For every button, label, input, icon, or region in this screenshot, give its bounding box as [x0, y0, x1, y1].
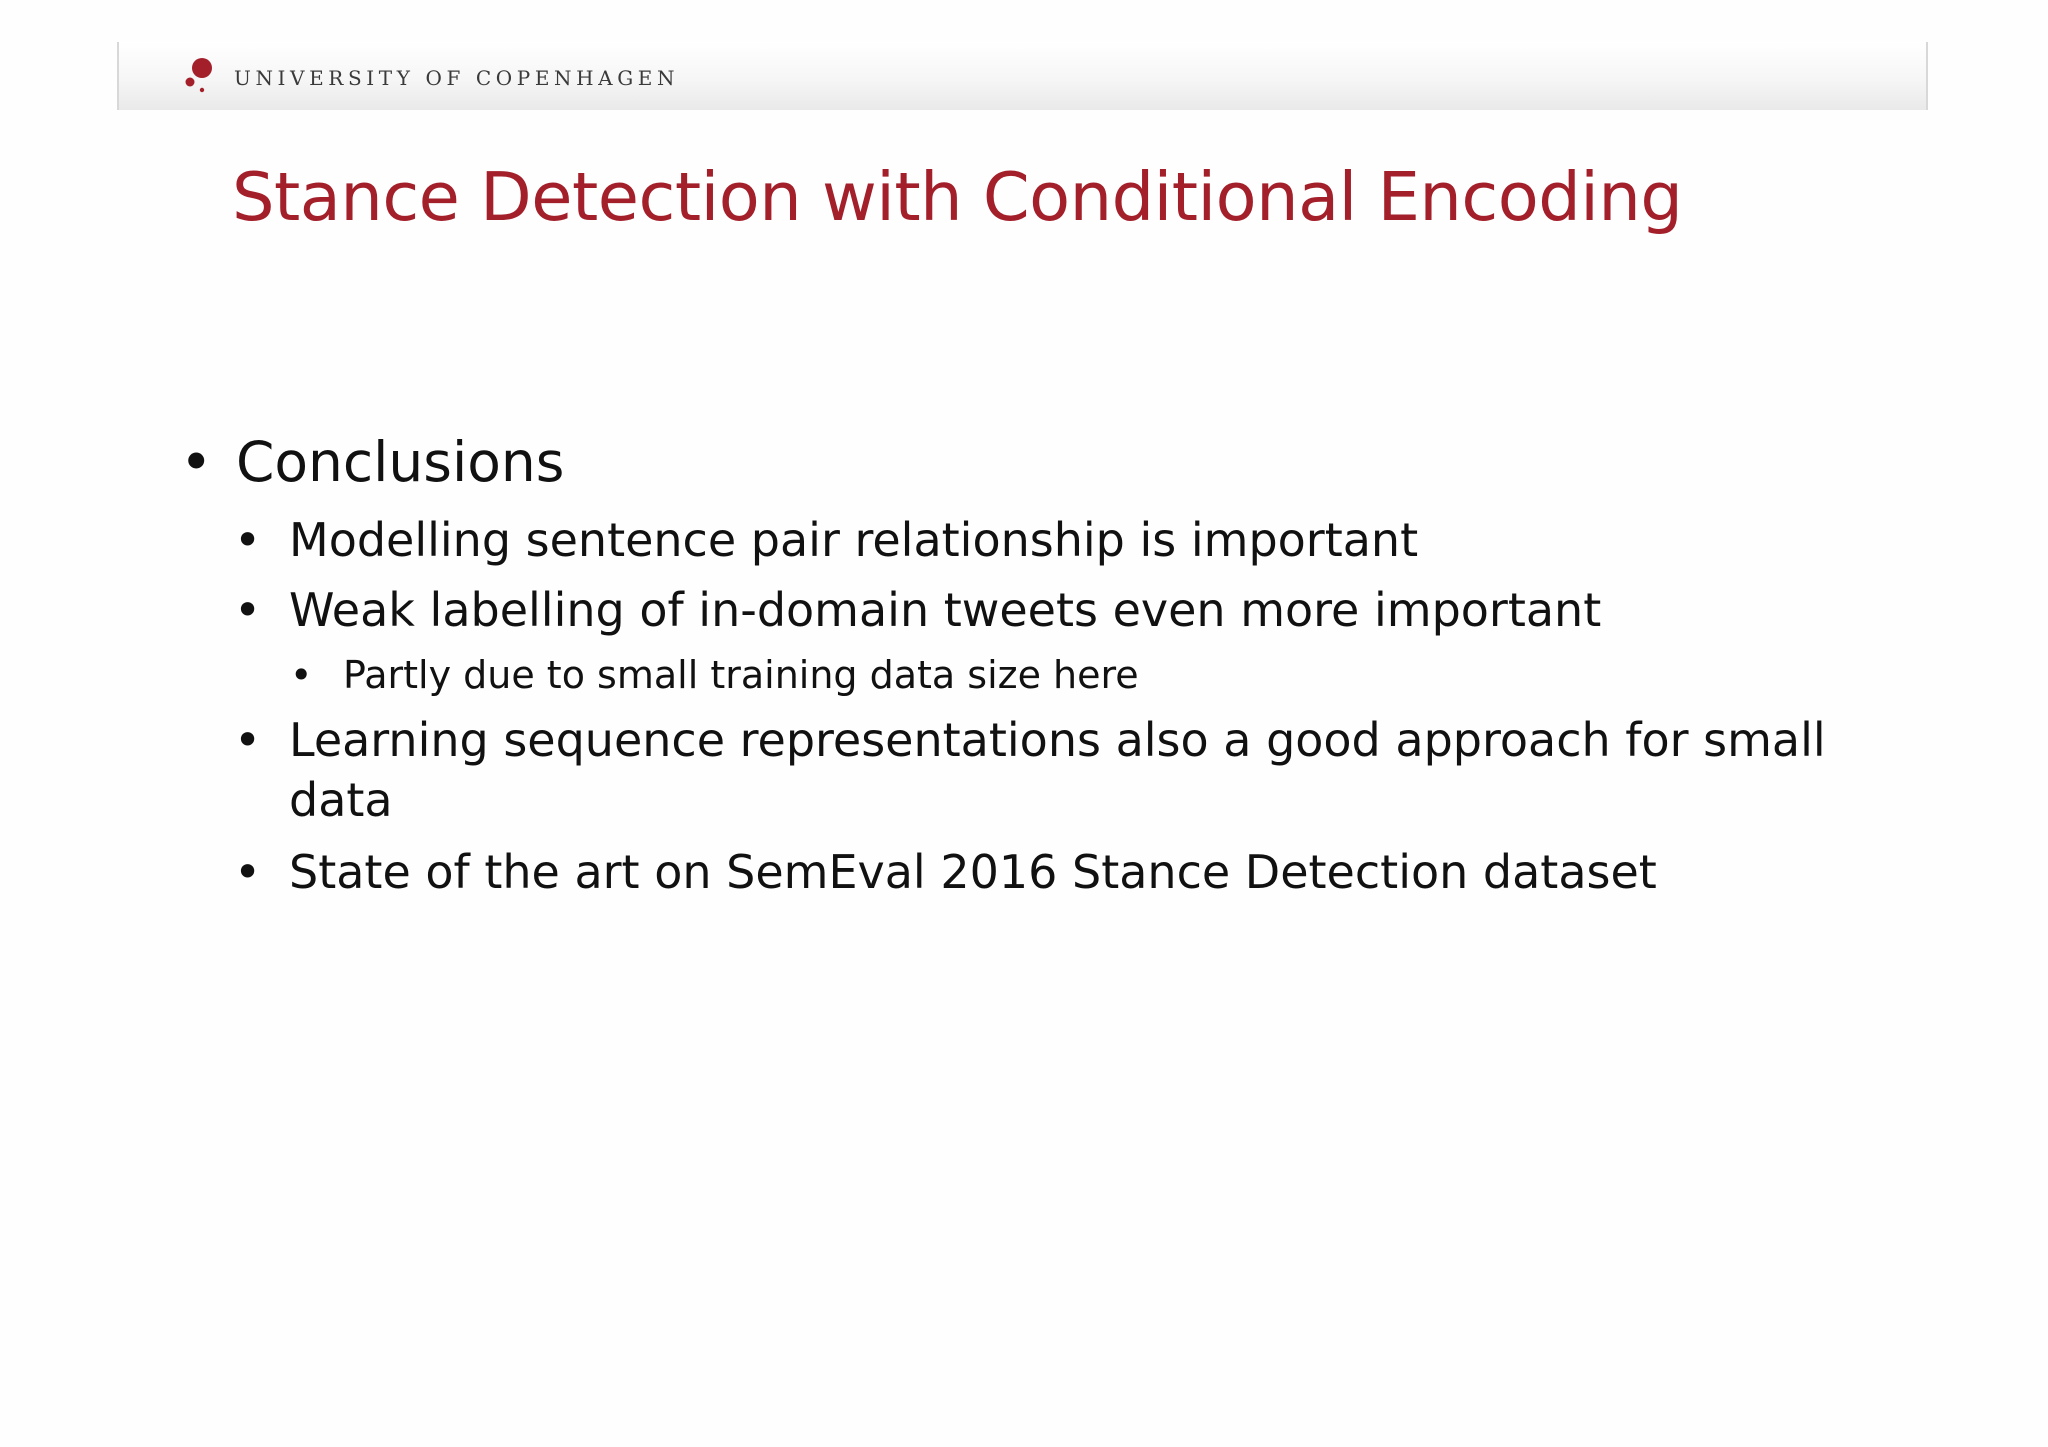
university-name: UNIVERSITY OF COPENHAGEN — [234, 66, 680, 90]
bullet-dot: • — [234, 583, 262, 637]
bullet-dot: • — [180, 430, 213, 494]
bullet-learning-sequence-line1: Learning sequence representations also a good approach for small — [289, 713, 1826, 767]
bullet-learning-sequence-line2: data — [289, 773, 393, 827]
bullet-dot: • — [234, 713, 262, 767]
slide-title: Stance Detection with Conditional Encoding — [232, 158, 1683, 236]
bullet-dot: • — [290, 653, 313, 697]
bullet-partly-due: Partly due to small training data size here — [343, 653, 1139, 697]
bullet-state-of-the-art: State of the art on SemEval 2016 Stance Detection dataset — [289, 845, 1657, 899]
bullet-weak-labelling: Weak labelling of in-domain tweets even more important — [289, 583, 1602, 637]
bullet-conclusions: Conclusions — [236, 430, 565, 494]
bullet-dot: • — [234, 513, 262, 567]
bullet-dot: • — [234, 845, 262, 899]
bullet-sentence-pair: Modelling sentence pair relationship is important — [289, 513, 1419, 567]
